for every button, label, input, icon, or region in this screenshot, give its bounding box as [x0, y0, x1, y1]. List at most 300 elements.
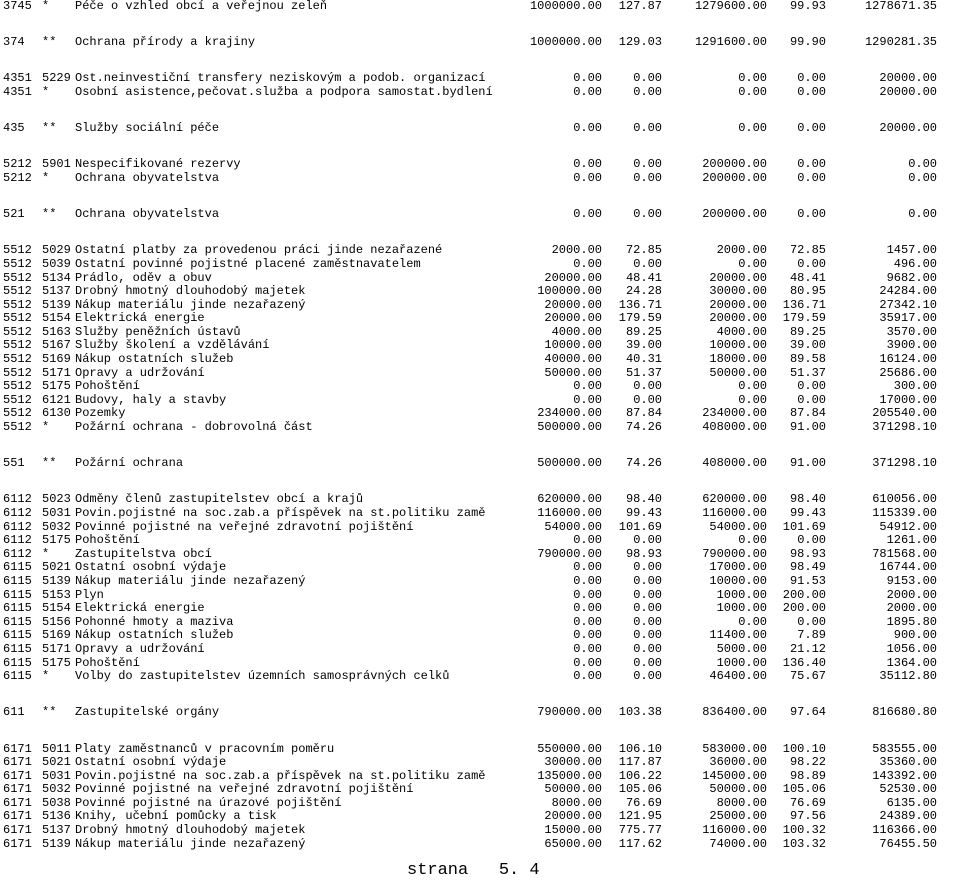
paragraph-code: 3745	[3, 0, 32, 13]
percent-of-adjusted: 87.84	[789, 406, 826, 421]
approved-budget-value: 20000.00	[544, 311, 602, 326]
approved-budget-value: 0.00	[573, 641, 602, 656]
percent-of-approved: 0.00	[633, 84, 662, 99]
paragraph-code: 521	[3, 207, 25, 222]
item-name: Pohoštění	[75, 533, 140, 548]
percent-of-approved: 106.10	[618, 741, 662, 756]
approved-budget-value: 0.00	[573, 614, 602, 629]
table-row	[0, 339, 959, 353]
paragraph-code: 6112	[3, 533, 32, 548]
percent-of-approved: 0.00	[633, 157, 662, 172]
percent-of-approved: 117.87	[618, 755, 662, 770]
item-name: Ostatní osobní výdaje	[75, 755, 227, 770]
paragraph-code: 5512	[3, 256, 32, 271]
section-spacer	[0, 100, 959, 123]
item-code: 5031	[42, 768, 71, 783]
item-code: 5021	[42, 560, 71, 575]
approved-budget-value: 0.00	[573, 533, 602, 548]
item-name: Požární ochrana	[75, 456, 184, 471]
table-row	[0, 0, 959, 14]
actual-value: 2000.00	[886, 601, 937, 616]
percent-of-adjusted: 100.32	[782, 823, 826, 838]
actual-value: 781568.00	[872, 546, 937, 561]
approved-budget-value: 2000.00	[551, 243, 602, 258]
item-name: Povin.pojistné na soc.zab.a příspěvek na st.politiku zamě	[75, 506, 486, 520]
table-row	[0, 507, 959, 521]
item-name: Platy zaměstnanců v pracovním poměru	[75, 741, 335, 756]
percent-of-adjusted: 103.32	[782, 836, 826, 851]
item-name: Pozemky	[75, 406, 126, 421]
item-code: 5038	[42, 795, 71, 810]
adjusted-budget-value: 200000.00	[702, 170, 767, 185]
item-name: Plyn	[75, 587, 104, 602]
item-code: 5137	[42, 823, 71, 838]
table-row	[0, 575, 959, 589]
table-row	[0, 783, 959, 797]
table-row	[0, 756, 959, 770]
percent-of-adjusted: 97.64	[789, 705, 826, 720]
percent-of-approved: 0.00	[633, 573, 662, 588]
paragraph-code: 5512	[3, 243, 32, 258]
actual-value: 0.00	[908, 170, 937, 185]
percent-of-approved: 98.93	[625, 546, 662, 561]
actual-value: 20000.00	[879, 84, 937, 99]
percent-of-approved: 74.26	[625, 420, 662, 435]
adjusted-budget-value: 0.00	[738, 614, 767, 629]
adjusted-budget-value: 0.00	[738, 71, 767, 86]
page-number-footer: strana 5. 4	[407, 861, 540, 880]
item-name: Elektrická energie	[75, 311, 205, 326]
percent-of-adjusted: 136.71	[782, 297, 826, 312]
adjusted-budget-value: 5000.00	[716, 641, 767, 656]
table-row	[0, 521, 959, 535]
adjusted-budget-value: 0.00	[738, 121, 767, 136]
table-row	[0, 457, 959, 471]
item-code: 5153	[42, 587, 71, 602]
approved-budget-value: 0.00	[573, 256, 602, 271]
approved-budget-value: 234000.00	[537, 406, 602, 421]
percent-of-adjusted: 98.49	[789, 560, 826, 575]
item-code: **	[42, 35, 57, 50]
table-row	[0, 770, 959, 784]
item-code: 5032	[42, 519, 71, 534]
item-name: Ostatní povinné pojistné placené zaměstnavatelem	[75, 256, 421, 271]
approved-budget-value: 0.00	[573, 207, 602, 222]
percent-of-approved: 72.85	[625, 243, 662, 258]
percent-of-approved: 103.38	[618, 705, 662, 720]
item-name: Nákup materiálu jinde nezařazený	[75, 297, 306, 312]
item-name: Ochrana obyvatelstva	[75, 170, 220, 185]
adjusted-budget-value: 0.00	[738, 256, 767, 271]
table-row	[0, 616, 959, 630]
approved-budget-value: 0.00	[573, 587, 602, 602]
item-name: Zastupitelské orgány	[75, 705, 220, 720]
approved-budget-value: 54000.00	[544, 519, 602, 534]
percent-of-approved: 121.95	[618, 809, 662, 824]
adjusted-budget-value: 1000.00	[716, 655, 767, 670]
actual-value: 17000.00	[879, 392, 937, 407]
table-row	[0, 421, 959, 435]
section-spacer	[0, 471, 959, 494]
adjusted-budget-value: 620000.00	[702, 492, 767, 507]
percent-of-adjusted: 0.00	[797, 379, 826, 394]
percent-of-approved: 0.00	[633, 533, 662, 548]
paragraph-code: 6115	[3, 587, 32, 602]
percent-of-adjusted: 0.00	[797, 533, 826, 548]
actual-value: 0.00	[908, 207, 937, 222]
table-row	[0, 824, 959, 838]
table-row	[0, 367, 959, 381]
paragraph-code: 5512	[3, 324, 32, 339]
approved-budget-value: 0.00	[573, 628, 602, 643]
adjusted-budget-value: 0.00	[738, 84, 767, 99]
percent-of-approved: 98.40	[625, 492, 662, 507]
percent-of-approved: 105.06	[618, 782, 662, 797]
approved-budget-value: 0.00	[573, 84, 602, 99]
paragraph-code: 611	[3, 705, 25, 720]
paragraph-code: 374	[3, 35, 25, 50]
percent-of-approved: 0.00	[633, 207, 662, 222]
item-code: 5169	[42, 628, 71, 643]
paragraph-code: 5512	[3, 297, 32, 312]
paragraph-code: 6171	[3, 836, 32, 851]
item-code: 5039	[42, 256, 71, 271]
adjusted-budget-value: 4000.00	[716, 324, 767, 339]
actual-value: 24284.00	[879, 284, 937, 299]
approved-budget-value: 790000.00	[537, 546, 602, 561]
approved-budget-value: 20000.00	[544, 297, 602, 312]
table-row	[0, 838, 959, 852]
paragraph-code: 5512	[3, 284, 32, 299]
paragraph-code: 6115	[3, 628, 32, 643]
item-code: 6121	[42, 392, 71, 407]
percent-of-adjusted: 0.00	[797, 392, 826, 407]
actual-value: 1364.00	[886, 655, 937, 670]
table-row	[0, 629, 959, 643]
percent-of-adjusted: 0.00	[797, 170, 826, 185]
percent-of-approved: 0.00	[633, 587, 662, 602]
item-name: Elektrická energie	[75, 601, 205, 616]
item-code: *	[42, 420, 50, 435]
actual-value: 16124.00	[879, 352, 937, 367]
percent-of-adjusted: 200.00	[782, 601, 826, 616]
paragraph-code: 6171	[3, 782, 32, 797]
adjusted-budget-value: 2000.00	[716, 243, 767, 258]
adjusted-budget-value: 200000.00	[702, 207, 767, 222]
item-code: 5169	[42, 352, 71, 367]
item-code: 5154	[42, 601, 71, 616]
percent-of-approved: 106.22	[618, 768, 662, 783]
actual-value: 25686.00	[879, 365, 937, 380]
percent-of-approved: 127.87	[618, 0, 662, 13]
paragraph-code: 6115	[3, 641, 32, 656]
percent-of-adjusted: 101.69	[782, 519, 826, 534]
percent-of-approved: 51.37	[625, 365, 662, 380]
item-name: Drobný hmotný dlouhodobý majetek	[75, 823, 306, 838]
percent-of-adjusted: 105.06	[782, 782, 826, 797]
item-name: Drobný hmotný dlouhodobý majetek	[75, 284, 306, 299]
table-row	[0, 380, 959, 394]
percent-of-approved: 179.59	[618, 311, 662, 326]
table-row	[0, 706, 959, 720]
actual-value: 1261.00	[886, 533, 937, 548]
percent-of-approved: 87.84	[625, 406, 662, 421]
item-code: 5171	[42, 641, 71, 656]
actual-value: 9153.00	[886, 573, 937, 588]
actual-value: 3900.00	[886, 338, 937, 353]
section-spacer	[0, 435, 959, 458]
section-spacer	[0, 186, 959, 209]
percent-of-approved: 0.00	[633, 641, 662, 656]
item-name: Pohoštění	[75, 379, 140, 394]
adjusted-budget-value: 20000.00	[709, 270, 767, 285]
actual-value: 1895.80	[886, 614, 937, 629]
percent-of-adjusted: 100.10	[782, 741, 826, 756]
paragraph-code: 6115	[3, 560, 32, 575]
percent-of-approved: 0.00	[633, 614, 662, 629]
adjusted-budget-value: 116000.00	[702, 506, 767, 520]
percent-of-approved: 24.28	[625, 284, 662, 299]
adjusted-budget-value: 8000.00	[716, 795, 767, 810]
percent-of-adjusted: 89.25	[789, 324, 826, 339]
adjusted-budget-value: 200000.00	[702, 157, 767, 172]
table-row	[0, 493, 959, 507]
approved-budget-value: 4000.00	[551, 324, 602, 339]
item-name: Volby do zastupitelstev územních samosprávných celků	[75, 669, 450, 684]
approved-budget-value: 15000.00	[544, 823, 602, 838]
table-row	[0, 670, 959, 684]
table-row	[0, 299, 959, 313]
paragraph-code: 5212	[3, 157, 32, 172]
item-code: 5021	[42, 755, 71, 770]
item-name: Ochrana obyvatelstva	[75, 207, 220, 222]
paragraph-code: 6171	[3, 755, 32, 770]
table-row	[0, 407, 959, 421]
paragraph-code: 6171	[3, 768, 32, 783]
adjusted-budget-value: 10000.00	[709, 338, 767, 353]
item-code: 5171	[42, 365, 71, 380]
item-code: 5139	[42, 836, 71, 851]
approved-budget-value: 50000.00	[544, 782, 602, 797]
item-code: 5175	[42, 533, 71, 548]
approved-budget-value: 1000000.00	[529, 35, 602, 50]
approved-budget-value: 10000.00	[544, 338, 602, 353]
actual-value: 1457.00	[886, 243, 937, 258]
actual-value: 27342.10	[879, 297, 937, 312]
adjusted-budget-value: 145000.00	[702, 768, 767, 783]
percent-of-approved: 48.41	[625, 270, 662, 285]
approved-budget-value: 8000.00	[551, 795, 602, 810]
paragraph-code: 6115	[3, 573, 32, 588]
percent-of-adjusted: 91.00	[789, 456, 826, 471]
percent-of-approved: 89.25	[625, 324, 662, 339]
approved-budget-value: 0.00	[573, 121, 602, 136]
paragraph-code: 5512	[3, 365, 32, 380]
adjusted-budget-value: 0.00	[738, 392, 767, 407]
percent-of-adjusted: 39.00	[789, 338, 826, 353]
actual-value: 371298.10	[872, 420, 937, 435]
adjusted-budget-value: 790000.00	[702, 546, 767, 561]
actual-value: 116366.00	[872, 823, 937, 838]
paragraph-code: 6112	[3, 492, 32, 507]
item-name: Péče o vzhled obcí a veřejnou zeleň	[75, 0, 328, 13]
item-code: **	[42, 121, 57, 136]
percent-of-approved: 39.00	[625, 338, 662, 353]
actual-value: 24389.00	[879, 809, 937, 824]
actual-value: 115339.00	[872, 506, 937, 520]
paragraph-code: 5512	[3, 270, 32, 285]
adjusted-budget-value: 17000.00	[709, 560, 767, 575]
adjusted-budget-value: 46400.00	[709, 669, 767, 684]
table-row	[0, 326, 959, 340]
percent-of-adjusted: 72.85	[789, 243, 826, 258]
item-name: Povin.pojistné na soc.zab.a příspěvek na st.politiku zamě	[75, 768, 486, 783]
table-row	[0, 657, 959, 671]
approved-budget-value: 790000.00	[537, 705, 602, 720]
table-row	[0, 589, 959, 603]
approved-budget-value: 135000.00	[537, 768, 602, 783]
percent-of-approved: 775.77	[618, 823, 662, 838]
approved-budget-value: 0.00	[573, 655, 602, 670]
paragraph-code: 551	[3, 456, 25, 471]
approved-budget-value: 65000.00	[544, 836, 602, 851]
adjusted-budget-value: 30000.00	[709, 284, 767, 299]
item-code: *	[42, 84, 50, 99]
approved-budget-value: 0.00	[573, 560, 602, 575]
approved-budget-value: 1000000.00	[529, 0, 602, 13]
actual-value: 35917.00	[879, 311, 937, 326]
percent-of-approved: 40.31	[625, 352, 662, 367]
item-code: *	[42, 546, 50, 561]
table-row	[0, 172, 959, 186]
item-code: **	[42, 705, 57, 720]
percent-of-approved: 0.00	[633, 655, 662, 670]
item-code: 5137	[42, 284, 71, 299]
adjusted-budget-value: 1279600.00	[694, 0, 767, 13]
percent-of-adjusted: 0.00	[797, 614, 826, 629]
percent-of-adjusted: 75.67	[789, 669, 826, 684]
approved-budget-value: 0.00	[573, 669, 602, 684]
table-row	[0, 534, 959, 548]
item-name: Zastupitelstva obcí	[75, 546, 212, 561]
table-row	[0, 602, 959, 616]
item-name: Pohonné hmoty a maziva	[75, 614, 234, 629]
item-name: Povinné pojistné na veřejné zdravotní pojištění	[75, 782, 414, 797]
percent-of-approved: 74.26	[625, 456, 662, 471]
paragraph-code: 435	[3, 121, 25, 136]
percent-of-approved: 0.00	[633, 121, 662, 136]
percent-of-adjusted: 89.58	[789, 352, 826, 367]
adjusted-budget-value: 408000.00	[702, 420, 767, 435]
item-name: Osobní asistence,pečovat.služba a podpora samostat.bydlení	[75, 84, 493, 99]
adjusted-budget-value: 0.00	[738, 533, 767, 548]
actual-value: 1056.00	[886, 641, 937, 656]
actual-value: 35360.00	[879, 755, 937, 770]
approved-budget-value: 0.00	[573, 170, 602, 185]
percent-of-adjusted: 0.00	[797, 71, 826, 86]
actual-value: 2000.00	[886, 587, 937, 602]
item-code: *	[42, 0, 50, 13]
adjusted-budget-value: 1000.00	[716, 587, 767, 602]
item-code: 5156	[42, 614, 71, 629]
item-name: Služby školení a vzdělávání	[75, 338, 270, 353]
item-code: 5167	[42, 338, 71, 353]
table-row	[0, 394, 959, 408]
percent-of-approved: 101.69	[618, 519, 662, 534]
actual-value: 20000.00	[879, 71, 937, 86]
percent-of-adjusted: 179.59	[782, 311, 826, 326]
percent-of-adjusted: 51.37	[789, 365, 826, 380]
paragraph-code: 5512	[3, 392, 32, 407]
actual-value: 76455.50	[879, 836, 937, 851]
percent-of-adjusted: 0.00	[797, 157, 826, 172]
table-row	[0, 312, 959, 326]
item-code: 5139	[42, 297, 71, 312]
adjusted-budget-value: 18000.00	[709, 352, 767, 367]
paragraph-code: 6115	[3, 601, 32, 616]
adjusted-budget-value: 408000.00	[702, 456, 767, 471]
paragraph-code: 6115	[3, 655, 32, 670]
approved-budget-value: 0.00	[573, 71, 602, 86]
item-name: Nákup ostatních služeb	[75, 352, 234, 367]
approved-budget-value: 0.00	[573, 392, 602, 407]
actual-value: 143392.00	[872, 768, 937, 783]
paragraph-code: 6171	[3, 741, 32, 756]
percent-of-adjusted: 0.00	[797, 207, 826, 222]
item-name: Prádlo, oděv a obuv	[75, 270, 212, 285]
adjusted-budget-value: 1291600.00	[694, 35, 767, 50]
item-name: Služby peněžních ústavů	[75, 324, 241, 339]
paragraph-code: 4351	[3, 84, 32, 99]
approved-budget-value: 100000.00	[537, 284, 602, 299]
item-name: Knihy, učební pomůcky a tisk	[75, 809, 277, 824]
item-code: **	[42, 207, 57, 222]
actual-value: 6135.00	[886, 795, 937, 810]
table-row	[0, 86, 959, 100]
actual-value: 371298.10	[872, 456, 937, 471]
percent-of-adjusted: 91.53	[789, 573, 826, 588]
item-name: Nespecifikované rezervy	[75, 157, 241, 172]
item-code: 5901	[42, 157, 71, 172]
actual-value: 35112.80	[879, 669, 937, 684]
actual-value: 1278671.35	[864, 0, 937, 13]
table-row	[0, 548, 959, 562]
percent-of-adjusted: 98.93	[789, 546, 826, 561]
percent-of-adjusted: 0.00	[797, 121, 826, 136]
actual-value: 52530.00	[879, 782, 937, 797]
paragraph-code: 5512	[3, 420, 32, 435]
percent-of-adjusted: 136.40	[782, 655, 826, 670]
paragraph-code: 6171	[3, 795, 32, 810]
adjusted-budget-value: 116000.00	[702, 823, 767, 838]
adjusted-budget-value: 836400.00	[702, 705, 767, 720]
item-code: 5023	[42, 492, 71, 507]
adjusted-budget-value: 36000.00	[709, 755, 767, 770]
actual-value: 300.00	[893, 379, 937, 394]
item-code: 5229	[42, 71, 71, 86]
percent-of-approved: 129.03	[618, 35, 662, 50]
percent-of-approved: 0.00	[633, 669, 662, 684]
table-row	[0, 158, 959, 172]
item-name: Odměny členů zastupitelstev obcí a krajů	[75, 492, 364, 507]
table-row	[0, 353, 959, 367]
adjusted-budget-value: 50000.00	[709, 782, 767, 797]
item-name: Nákup materiálu jinde nezařazený	[75, 573, 306, 588]
item-name: Ost.neinvestiční transfery neziskovým a podob. organizací	[75, 71, 486, 86]
percent-of-adjusted: 0.00	[797, 84, 826, 99]
paragraph-code: 5212	[3, 170, 32, 185]
paragraph-code: 4351	[3, 71, 32, 86]
